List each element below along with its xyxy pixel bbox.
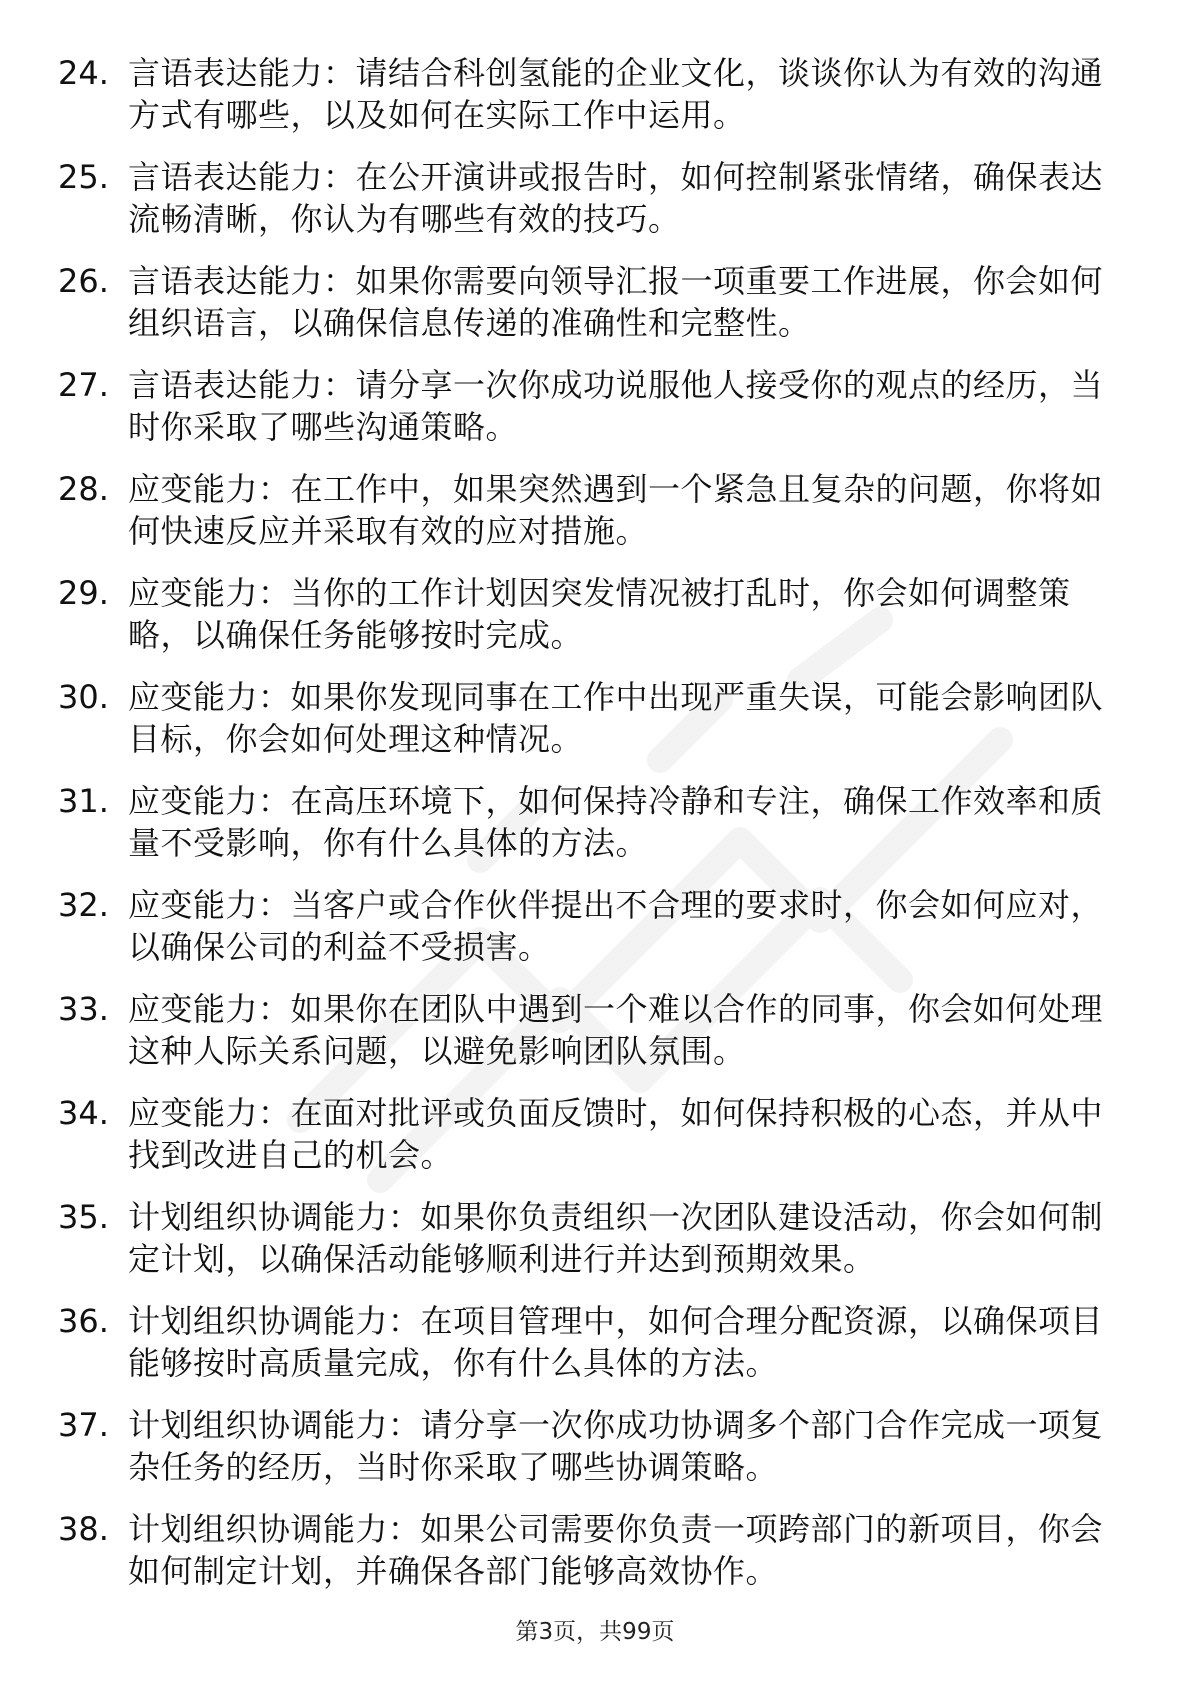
question-item bbox=[0, 780, 1190, 884]
question-text: 应变能力：当你的工作计划因突发情况被打乱时，你会如何调整策略，以确保任务能够按时完成。 bbox=[128, 574, 1071, 654]
question-item bbox=[0, 676, 1190, 780]
question-item bbox=[0, 988, 1190, 1092]
page-number-label: 第3页，共99页 bbox=[515, 1619, 675, 1645]
question-number: 36. bbox=[58, 1302, 109, 1340]
question-text: 言语表达能力：请结合科创氢能的企业文化，谈谈你认为有效的沟通方式有哪些，以及如何在实际工作中运用。 bbox=[128, 54, 1104, 134]
question-item bbox=[0, 468, 1190, 572]
question-number: 30. bbox=[58, 678, 109, 716]
question-item bbox=[0, 364, 1190, 468]
question-item bbox=[0, 52, 1190, 156]
question-text: 应变能力：如果你发现同事在工作中出现严重失误，可能会影响团队目标，你会如何处理这种情况。 bbox=[128, 678, 1104, 758]
question-text: 计划组织协调能力：请分享一次你成功协调多个部门合作完成一项复杂任务的经历，当时你采取了哪些协调策略。 bbox=[128, 1406, 1104, 1486]
question-number: 32. bbox=[58, 886, 109, 924]
question-number: 26. bbox=[58, 262, 109, 300]
question-text: 应变能力：当客户或合作伙伴提出不合理的要求时，你会如何应对，以确保公司的利益不受损害。 bbox=[128, 886, 1104, 966]
question-item bbox=[0, 1092, 1190, 1196]
question-text: 应变能力：如果你在团队中遇到一个难以合作的同事，你会如何处理这种人际关系问题，以避免影响团队氛围。 bbox=[128, 990, 1104, 1070]
question-text: 言语表达能力：请分享一次你成功说服他人接受你的观点的经历，当时你采取了哪些沟通策略。 bbox=[128, 366, 1104, 446]
question-item bbox=[0, 1404, 1190, 1508]
question-text: 应变能力：在工作中，如果突然遇到一个紧急且复杂的问题，你将如何快速反应并采取有效的应对措施。 bbox=[128, 470, 1104, 550]
question-text: 应变能力：在面对批评或负面反馈时，如何保持积极的心态，并从中找到改进自己的机会。 bbox=[128, 1094, 1104, 1174]
question-number: 33. bbox=[58, 990, 109, 1028]
question-item bbox=[0, 156, 1190, 260]
question-text: 计划组织协调能力：在项目管理中，如何合理分配资源，以确保项目能够按时高质量完成，你有什么具体的方法。 bbox=[128, 1302, 1104, 1382]
question-item bbox=[0, 1300, 1190, 1404]
question-item bbox=[0, 1508, 1190, 1612]
question-item bbox=[0, 572, 1190, 676]
question-number: 38. bbox=[58, 1510, 109, 1548]
question-text: 计划组织协调能力：如果你负责组织一次团队建设活动，你会如何制定计划，以确保活动能够顺利进行并达到预期效果。 bbox=[128, 1198, 1104, 1278]
question-item bbox=[0, 884, 1190, 988]
question-number: 24. bbox=[58, 54, 109, 92]
question-number: 29. bbox=[58, 574, 109, 612]
question-number: 34. bbox=[58, 1094, 109, 1132]
question-item bbox=[0, 260, 1190, 364]
question-text: 言语表达能力：在公开演讲或报告时，如何控制紧张情绪，确保表达流畅清晰，你认为有哪些有效的技巧。 bbox=[128, 158, 1104, 238]
question-list bbox=[0, 52, 1190, 1612]
question-text: 计划组织协调能力：如果公司需要你负责一项跨部门的新项目，你会如何制定计划，并确保各部门能够高效协作。 bbox=[128, 1510, 1104, 1590]
page-footer bbox=[0, 1617, 1190, 1647]
question-number: 28. bbox=[58, 470, 109, 508]
question-text: 言语表达能力：如果你需要向领导汇报一项重要工作进展，你会如何组织语言，以确保信息传递的准确性和完整性。 bbox=[128, 262, 1104, 342]
question-number: 31. bbox=[58, 782, 109, 820]
question-number: 25. bbox=[58, 158, 109, 196]
question-number: 35. bbox=[58, 1198, 109, 1236]
question-item bbox=[0, 1196, 1190, 1300]
question-number: 37. bbox=[58, 1406, 109, 1444]
question-text: 应变能力：在高压环境下，如何保持冷静和专注，确保工作效率和质量不受影响，你有什么具体的方法。 bbox=[128, 782, 1104, 862]
question-number: 27. bbox=[58, 366, 109, 404]
